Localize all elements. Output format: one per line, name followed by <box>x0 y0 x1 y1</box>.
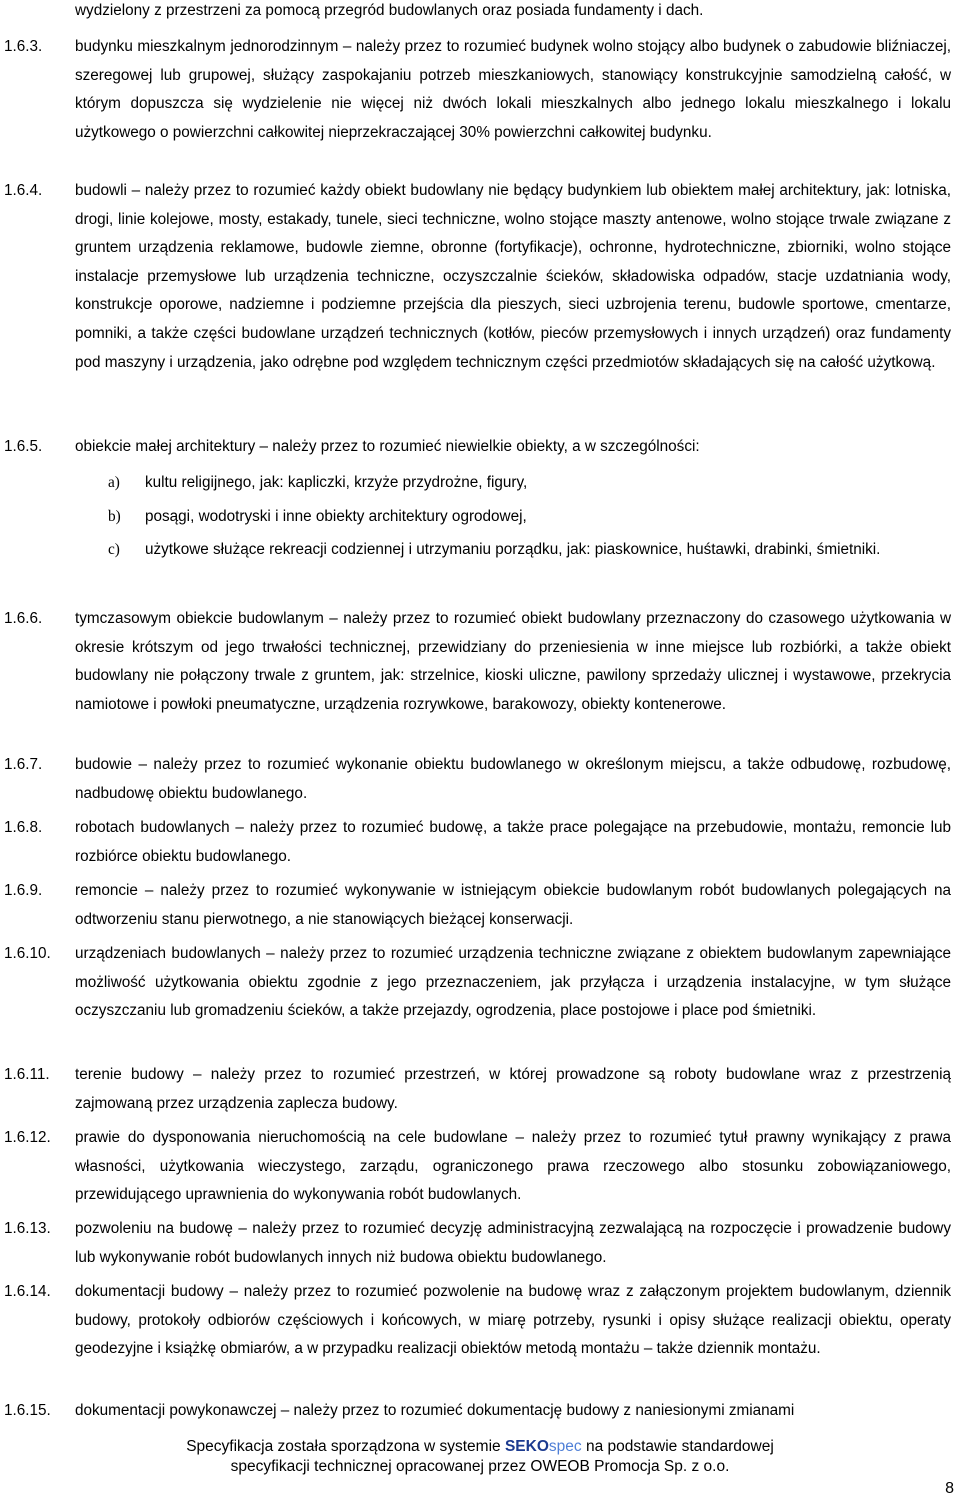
definition-number: 1.6.14. <box>4 1283 51 1300</box>
definition-number: 1.6.3. <box>4 38 43 55</box>
page-number: 8 <box>945 1480 954 1497</box>
brand-logo-part-2: spec <box>548 1438 582 1455</box>
definition-1-6-3 <box>0 33 960 147</box>
intro-text: wydzielony z przestrzeni za pomocą przegród budowlanych oraz posiada fundamenty i dach. <box>75 2 704 19</box>
definition-1-6-8 <box>0 814 960 871</box>
intro-line <box>0 0 960 26</box>
definition-1-6-13 <box>0 1215 960 1272</box>
definition-number: 1.6.8. <box>4 819 43 836</box>
definition-1-6-6 <box>0 605 960 719</box>
definition-number: 1.6.4. <box>4 182 43 199</box>
definition-text: remoncie – należy przez to rozumieć wykonywanie w istniejącym obiekcie budowlanym robót budowlanych polegających na odtworzeniu stanu pierwotnego, a nie stanowiących bieżącej konserwacji. <box>75 882 951 928</box>
definition-number: 1.6.12. <box>4 1129 51 1146</box>
definition-1-6-14 <box>0 1278 960 1364</box>
list-item <box>108 536 951 565</box>
definition-1-6-15 <box>0 1397 960 1426</box>
list-item-text: posągi, wodotryski i inne obiekty architektury ogrodowej, <box>145 507 527 525</box>
definition-text: budowli – należy przez to rozumieć każdy obiekt budowlany nie będący budynkiem lub obiektem małej architektury, jak: lotniska, drogi, linie kolejowe, mosty, estakady, tunele, sieci techniczne, wolno stojące maszty antenowe, wolno stojące trwale związane z gruntem urządzenia reklamowe, budowle ziemne, obronne (fortyfikacje), ochronne, hydrotechniczne, zbiorniki, wolno stojące instalacje przemysłowe lub urządzenia techniczne, oczyszczalnie ścieków, składowiska odpadów, stacje uzdatniania wody, konstrukcje oporowe, nadziemne i podziemne przejścia dla pieszych, sieci uzbrojenia terenu, budowle sportowe, cmentarze, pomniki, a także części budowlane urządzeń technicznych (kotłów, pieców przemysłowych i innych urządzeń) oraz fundamenty pod maszyny i urządzenia, jako odrębne pod względem technicznym części przedmiotów składających się na całość użytkową. <box>75 182 951 371</box>
list-item-text: kultu religijnego, jak: kapliczki, krzyże przydrożne, figury, <box>145 474 528 491</box>
definition-1-6-12 <box>0 1124 960 1210</box>
definition-number: 1.6.5. <box>4 438 43 455</box>
definition-text: obiekcie małej architektury – należy przez to rozumieć niewielkie obiekty, a w szczególności: <box>75 438 700 455</box>
definition-1-6-10 <box>0 940 960 1026</box>
definition-1-6-9 <box>0 877 960 934</box>
footer-line-1 <box>0 1437 960 1457</box>
definition-number: 1.6.11. <box>4 1066 50 1083</box>
definition-text: prawie do dysponowania nieruchomością na cele budowlane – należy przez to rozumieć tytuł prawny wynikający z prawa własności, użytkowania wieczystego, zarządu, ograniczonego prawa rzeczowego albo stosunku zobowiązaniowego, przewidującego uprawnienia do wykonywania robót budowlanych. <box>75 1129 951 1204</box>
definition-text: dokumentacji budowy – należy przez to rozumieć pozwolenie na budowę wraz z załączonym projektem budowlanym, dziennik budowy, protokoły odbiorów częściowych i końcowych, w miarę potrzeby, rysunki i opisy służące realizacji obiektu, operaty geodezyjne i książkę obmiarów, a w przypadku realizacji obiektów metodą montażu – także dziennik montażu. <box>75 1283 951 1358</box>
definition-number: 1.6.7. <box>4 756 43 773</box>
list-item <box>108 469 951 498</box>
definition-1-6-7 <box>0 751 960 808</box>
list-item <box>108 503 951 532</box>
list-marker: c) <box>108 541 120 559</box>
footer-text: Specyfikacja została sporządzona w systemie <box>186 1438 505 1455</box>
brand-logo-part-1: SEKO <box>504 1438 549 1455</box>
page-footer <box>0 1437 960 1477</box>
list-marker: b) <box>108 507 121 525</box>
definition-text: tymczasowym obiekcie budowlanym – należy przez to rozumieć obiekt budowlany przeznaczony do czasowego użytkowania w okresie krótszym od jego trwałości technicznej, przewidziany do przeniesienia w inne miejsce lub rozbiórki, a także obiekt budowlany nie połączony trwale z gruntem, jak: strzelnice, kioski uliczne, pawilony sprzedaży ulicznej i wystawowe, przekrycia namiotowe i powłoki pneumatyczne, urządzenia rozrywkowe, barakowozy, obiekty kontenerowe. <box>75 610 951 713</box>
definition-text: terenie budowy – należy przez to rozumieć przestrzeń, w której prowadzone są roboty budowlane wraz z przestrzenią zajmowaną przez urządzenia zaplecza budowy. <box>75 1066 951 1112</box>
list-marker: a) <box>108 474 120 491</box>
definition-1-6-5 <box>0 433 960 462</box>
definition-1-6-4 <box>0 177 960 377</box>
footer-line-2: specyfikacji technicznej opracowanej przez OWEOB Promocja Sp. z o.o. <box>230 1458 730 1475</box>
definition-number: 1.6.10. <box>4 945 51 962</box>
definition-text: urządzeniach budowlanych – należy przez to rozumieć urządzenia techniczne związane z obiektem budowlanym zapewniające możliwość użytkowania obiektu zgodnie z jego przeznaczeniem, jak przyłącza i urządzenia instalacyjne, w tym służące oczyszczaniu lub gromadzeniu ścieków, a także przejazdy, ogrodzenia, place postojowe i place pod śmietniki. <box>75 945 951 1020</box>
definition-text: pozwoleniu na budowę – należy przez to rozumieć decyzję administracyjną zezwalającą na rozpoczęcie i prowadzenie budowy lub wykonywanie robót budowlanych innych niż budowa obiektu budowlanego. <box>75 1220 951 1266</box>
definition-number: 1.6.15. <box>4 1402 51 1419</box>
footer-text: na podstawie standardowej <box>581 1438 774 1455</box>
list-item-text: użytkowe służące rekreacji codziennej i utrzymaniu porządku, jak: piaskownice, huśtawki, drabinki, śmietniki. <box>145 541 881 559</box>
definition-1-6-11 <box>0 1061 960 1118</box>
definition-text: robotach budowlanych – należy przez to rozumieć budowę, a także prace polegające na przebudowie, montażu, remoncie lub rozbiórce obiektu budowlanego. <box>75 819 951 865</box>
definition-text: budowie – należy przez to rozumieć wykonanie obiektu budowlanego w określonym miejscu, a także odbudowę, rozbudowę, nadbudowę obiektu budowlanego. <box>75 756 951 802</box>
definition-number: 1.6.9. <box>4 882 43 899</box>
small-architecture-list <box>0 469 960 565</box>
definition-text: dokumentacji powykonawczej – należy przez to rozumieć dokumentację budowy z naniesionymi zmianami <box>75 1402 795 1419</box>
definition-number: 1.6.6. <box>4 610 43 627</box>
definition-number: 1.6.13. <box>4 1220 51 1237</box>
definition-text: budynku mieszkalnym jednorodzinnym – należy przez to rozumieć budynek wolno stojący albo budynek o zabudowie bliźniaczej, szeregowej lub grupowej, służący zaspokajaniu potrzeb mieszkaniowych, stanowiący konstrukcyjnie samodzielną całość, w którym dopuszcza się wydzielenie nie więcej niż dwóch lokali mieszkalnych albo jednego lokalu mieszkalnego i lokalu użytkowego o powierzchni całkowitej nieprzekraczającej 30% powierzchni całkowitej budynku. <box>75 38 951 141</box>
